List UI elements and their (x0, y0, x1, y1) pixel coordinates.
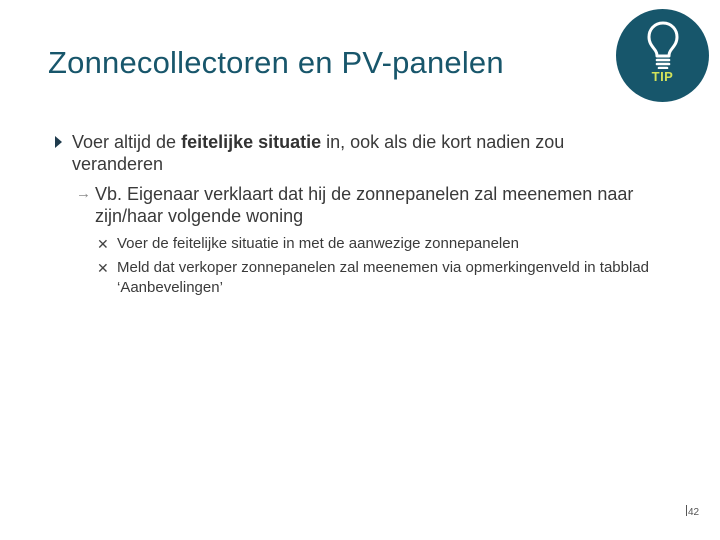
page-number-value: 42 (688, 507, 700, 518)
tip-badge (616, 9, 709, 102)
arrow-right-icon: → (76, 185, 91, 202)
bullet-text-bold: feitelijke situatie (181, 132, 322, 152)
bullet-text-end: in, ook als die kort nadien zou veranderen (72, 132, 565, 174)
bullet-level-3 (97, 258, 697, 298)
bullet-text (72, 131, 655, 175)
page-number (686, 505, 699, 518)
bullet-level-1 (55, 131, 655, 175)
bullet-text: Voer de feitelijke situatie in met de aanwezige zonnepanelen (117, 235, 519, 252)
slide-title: Zonnecollectoren en PV-panelen (48, 45, 504, 80)
bullet-text-start: Voer altijd de (72, 132, 182, 152)
triangle-right-icon (55, 136, 62, 148)
bullet-text: Vb. Eigenaar verklaart dat hij de zonnepanelen zal meenemen naar zijn/haar volgende woning (95, 184, 634, 226)
bullet-level-2 (76, 183, 666, 227)
separator-bar (686, 505, 687, 516)
bullet-text: Meld dat verkoper zonnepanelen zal meenemen via opmerkingenveld in tabblad ‘Aanbevelingen’ (117, 259, 650, 296)
lightbulb-icon (646, 21, 680, 69)
bullet-level-3 (97, 234, 697, 254)
cross-icon: ✕ (97, 260, 109, 276)
tip-label: TIP (651, 69, 674, 84)
cross-icon: ✕ (97, 236, 109, 252)
